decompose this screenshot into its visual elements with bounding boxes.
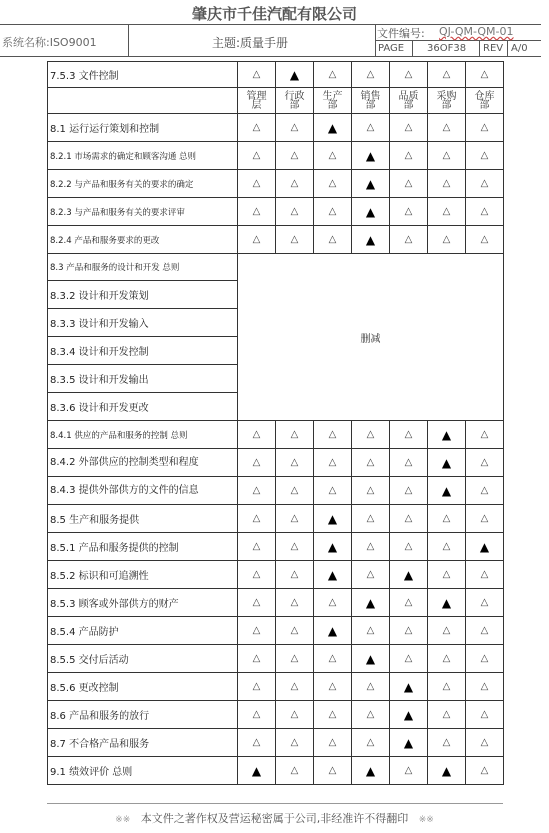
secondary-mark: △ <box>466 226 504 254</box>
table-row <box>48 645 504 673</box>
secondary-mark: △ <box>314 449 352 477</box>
primary-mark: ▲ <box>428 757 466 785</box>
table-row <box>48 421 504 449</box>
rev-value: A/0 <box>511 43 528 54</box>
secondary-mark: △ <box>276 757 314 785</box>
secondary-mark: △ <box>466 114 504 142</box>
clause-item: 9.1 绩效评价 总则 <box>48 757 238 785</box>
secondary-mark: △ <box>390 142 428 170</box>
page-label: PAGE <box>378 43 405 54</box>
secondary-mark: △ <box>428 533 466 561</box>
clause-item: 8.7 不合格产品和服务 <box>48 729 238 757</box>
secondary-mark: △ <box>466 561 504 589</box>
secondary-mark: △ <box>314 673 352 701</box>
secondary-mark: △ <box>390 226 428 254</box>
primary-mark: ▲ <box>314 561 352 589</box>
footer-decoration-left: ※※ <box>115 815 131 825</box>
secondary-mark: △ <box>276 170 314 198</box>
department-header: 销售 部 <box>352 88 390 114</box>
page-info <box>375 40 541 57</box>
primary-mark: ▲ <box>314 617 352 645</box>
clause-item: 8.2.1 市场需求的确定和顾客沟通 总则 <box>48 142 238 170</box>
secondary-mark: △ <box>428 170 466 198</box>
table-row <box>48 589 504 617</box>
clause-item: 8.4.2 外部供应的控制类型和程度 <box>48 449 238 477</box>
secondary-mark: △ <box>238 421 276 449</box>
secondary-mark: △ <box>238 477 276 505</box>
primary-mark: ▲ <box>352 645 390 673</box>
secondary-mark: △ <box>466 170 504 198</box>
secondary-mark: △ <box>276 114 314 142</box>
secondary-mark: △ <box>276 617 314 645</box>
header-blank <box>48 88 238 114</box>
clause-item: 8.3 产品和服务的设计和开发 总则 <box>48 254 238 281</box>
footer-decoration-right: ※※ <box>418 815 434 825</box>
clause-item: 8.5.2 标识和可追溯性 <box>48 561 238 589</box>
secondary-mark: △ <box>390 421 428 449</box>
secondary-mark: △ <box>276 198 314 226</box>
primary-mark: ▲ <box>276 62 314 88</box>
table-row <box>48 449 504 477</box>
secondary-mark: △ <box>314 645 352 673</box>
primary-mark: ▲ <box>466 533 504 561</box>
secondary-mark: △ <box>276 421 314 449</box>
secondary-mark: △ <box>238 114 276 142</box>
primary-mark: ▲ <box>352 589 390 617</box>
table-row <box>48 701 504 729</box>
secondary-mark: △ <box>466 701 504 729</box>
secondary-mark: △ <box>276 729 314 757</box>
department-header-row <box>48 88 504 114</box>
page-value: 36OF38 <box>427 43 467 54</box>
secondary-mark: △ <box>238 617 276 645</box>
table-row <box>48 477 504 505</box>
secondary-mark: △ <box>314 421 352 449</box>
secondary-mark: △ <box>238 226 276 254</box>
secondary-mark: △ <box>390 533 428 561</box>
secondary-mark: △ <box>428 62 466 88</box>
table-row <box>48 142 504 170</box>
clause-item: 8.5.4 产品防护 <box>48 617 238 645</box>
primary-mark: ▲ <box>314 114 352 142</box>
primary-mark: ▲ <box>352 170 390 198</box>
secondary-mark: △ <box>314 757 352 785</box>
secondary-mark: △ <box>238 561 276 589</box>
secondary-mark: △ <box>428 114 466 142</box>
secondary-mark: △ <box>390 757 428 785</box>
secondary-mark: △ <box>390 198 428 226</box>
table-row <box>48 505 504 533</box>
clause-item: 8.5.6 更改控制 <box>48 673 238 701</box>
secondary-mark: △ <box>390 62 428 88</box>
secondary-mark: △ <box>390 114 428 142</box>
table-row <box>48 673 504 701</box>
secondary-mark: △ <box>428 701 466 729</box>
secondary-mark: △ <box>390 449 428 477</box>
table-row <box>48 114 504 142</box>
secondary-mark: △ <box>390 617 428 645</box>
secondary-mark: △ <box>276 449 314 477</box>
responsibility-table <box>47 61 504 785</box>
clause-item: 8.4.3 提供外部供方的文件的信息 <box>48 477 238 505</box>
table-row <box>48 757 504 785</box>
table-row <box>48 254 504 281</box>
system-name: 系统名称:ISO9001 <box>2 36 97 49</box>
secondary-mark: △ <box>466 421 504 449</box>
secondary-mark: △ <box>276 477 314 505</box>
department-header: 采购 部 <box>428 88 466 114</box>
secondary-mark: △ <box>238 645 276 673</box>
company-name: 肇庆市千佳汽配有限公司 <box>191 5 357 23</box>
secondary-mark: △ <box>352 62 390 88</box>
primary-mark: ▲ <box>352 142 390 170</box>
rev-label: REV <box>483 43 504 54</box>
secondary-mark: △ <box>466 617 504 645</box>
secondary-mark: △ <box>314 589 352 617</box>
secondary-mark: △ <box>466 449 504 477</box>
secondary-mark: △ <box>428 729 466 757</box>
table-row <box>48 561 504 589</box>
table-row <box>48 198 504 226</box>
table-row <box>48 533 504 561</box>
secondary-mark: △ <box>238 701 276 729</box>
secondary-mark: △ <box>314 170 352 198</box>
clause-item: 8.1 运行运行策划和控制 <box>48 114 238 142</box>
clause-item: 8.3.2 设计和开发策划 <box>48 281 238 309</box>
secondary-mark: △ <box>466 477 504 505</box>
secondary-mark: △ <box>466 645 504 673</box>
secondary-mark: △ <box>466 673 504 701</box>
primary-mark: ▲ <box>428 589 466 617</box>
primary-mark: ▲ <box>428 449 466 477</box>
secondary-mark: △ <box>238 589 276 617</box>
clause-item: 8.5 生产和服务提供 <box>48 505 238 533</box>
primary-mark: ▲ <box>390 701 428 729</box>
table-row <box>48 729 504 757</box>
footer <box>0 810 549 826</box>
clause-item: 8.5.3 顾客或外部供方的财产 <box>48 589 238 617</box>
secondary-mark: △ <box>314 226 352 254</box>
secondary-mark: △ <box>466 62 504 88</box>
secondary-mark: △ <box>466 757 504 785</box>
table-row <box>48 62 504 88</box>
secondary-mark: △ <box>276 645 314 673</box>
secondary-mark: △ <box>238 533 276 561</box>
secondary-mark: △ <box>428 561 466 589</box>
table-row <box>48 617 504 645</box>
secondary-mark: △ <box>352 505 390 533</box>
secondary-mark: △ <box>238 62 276 88</box>
secondary-mark: △ <box>314 142 352 170</box>
secondary-mark: △ <box>428 198 466 226</box>
secondary-mark: △ <box>466 142 504 170</box>
secondary-mark: △ <box>276 505 314 533</box>
secondary-mark: △ <box>466 589 504 617</box>
secondary-mark: △ <box>390 589 428 617</box>
secondary-mark: △ <box>238 449 276 477</box>
department-header: 管理 层 <box>238 88 276 114</box>
primary-mark: ▲ <box>390 673 428 701</box>
secondary-mark: △ <box>352 561 390 589</box>
clause-item: 8.3.5 设计和开发输出 <box>48 365 238 393</box>
primary-mark: ▲ <box>352 757 390 785</box>
primary-mark: ▲ <box>428 477 466 505</box>
secondary-mark: △ <box>314 198 352 226</box>
secondary-mark: △ <box>352 421 390 449</box>
clause-item: 8.2.4 产品和服务要求的更改 <box>48 226 238 254</box>
department-header: 生产 部 <box>314 88 352 114</box>
doc-number-label: 文件编号: <box>377 27 425 40</box>
secondary-mark: △ <box>238 729 276 757</box>
secondary-mark: △ <box>352 449 390 477</box>
secondary-mark: △ <box>314 729 352 757</box>
document-header <box>0 24 541 57</box>
clause-item: 8.4.1 供应的产品和服务的控制 总则 <box>48 421 238 449</box>
primary-mark: ▲ <box>390 729 428 757</box>
secondary-mark: △ <box>276 226 314 254</box>
secondary-mark: △ <box>352 477 390 505</box>
department-header: 品质 部 <box>390 88 428 114</box>
doc-number <box>375 24 541 41</box>
secondary-mark: △ <box>314 62 352 88</box>
secondary-mark: △ <box>276 589 314 617</box>
secondary-mark: △ <box>238 505 276 533</box>
secondary-mark: △ <box>352 114 390 142</box>
primary-mark: ▲ <box>238 757 276 785</box>
secondary-mark: △ <box>276 533 314 561</box>
primary-mark: ▲ <box>352 226 390 254</box>
department-header: 行政 部 <box>276 88 314 114</box>
primary-mark: ▲ <box>314 533 352 561</box>
clause-item: 8.5.1 产品和服务提供的控制 <box>48 533 238 561</box>
clause-item: 8.6 产品和服务的放行 <box>48 701 238 729</box>
secondary-mark: △ <box>390 477 428 505</box>
secondary-mark: △ <box>428 226 466 254</box>
department-header: 仓库 部 <box>466 88 504 114</box>
primary-mark: ▲ <box>390 561 428 589</box>
secondary-mark: △ <box>276 701 314 729</box>
secondary-mark: △ <box>238 673 276 701</box>
secondary-mark: △ <box>390 170 428 198</box>
clause-item: 8.5.5 交付后活动 <box>48 645 238 673</box>
footer-rule <box>47 803 503 804</box>
omitted-merged-cell: 删减 <box>238 254 504 421</box>
secondary-mark: △ <box>276 673 314 701</box>
secondary-mark: △ <box>238 142 276 170</box>
secondary-mark: △ <box>276 142 314 170</box>
table-row <box>48 226 504 254</box>
clause-item: 8.3.4 设计和开发控制 <box>48 337 238 365</box>
secondary-mark: △ <box>314 477 352 505</box>
primary-mark: ▲ <box>352 198 390 226</box>
doc-number-value: QJ-QM-QM-01 <box>439 25 514 38</box>
clause-item: 7.5.3 文件控制 <box>48 62 238 88</box>
secondary-mark: △ <box>352 729 390 757</box>
primary-mark: ▲ <box>428 421 466 449</box>
primary-mark: ▲ <box>314 505 352 533</box>
clause-item: 8.2.3 与产品和服务有关的要求评审 <box>48 198 238 226</box>
clause-item: 8.3.6 设计和开发更改 <box>48 393 238 421</box>
secondary-mark: △ <box>428 505 466 533</box>
secondary-mark: △ <box>466 505 504 533</box>
secondary-mark: △ <box>466 729 504 757</box>
secondary-mark: △ <box>238 198 276 226</box>
secondary-mark: △ <box>352 701 390 729</box>
secondary-mark: △ <box>352 617 390 645</box>
secondary-mark: △ <box>428 617 466 645</box>
table-row <box>48 170 504 198</box>
subject-title: 主题:质量手册 <box>212 36 289 50</box>
clause-item: 8.3.3 设计和开发输入 <box>48 309 238 337</box>
secondary-mark: △ <box>352 533 390 561</box>
secondary-mark: △ <box>390 505 428 533</box>
secondary-mark: △ <box>428 645 466 673</box>
clause-item: 8.2.2 与产品和服务有关的要求的确定 <box>48 170 238 198</box>
secondary-mark: △ <box>466 198 504 226</box>
secondary-mark: △ <box>428 673 466 701</box>
secondary-mark: △ <box>352 673 390 701</box>
secondary-mark: △ <box>238 170 276 198</box>
secondary-mark: △ <box>314 701 352 729</box>
secondary-mark: △ <box>276 561 314 589</box>
footer-text: 本文件之著作权及营运秘密属于公司,非经准许不得翻印 <box>140 812 409 825</box>
secondary-mark: △ <box>390 645 428 673</box>
secondary-mark: △ <box>428 142 466 170</box>
